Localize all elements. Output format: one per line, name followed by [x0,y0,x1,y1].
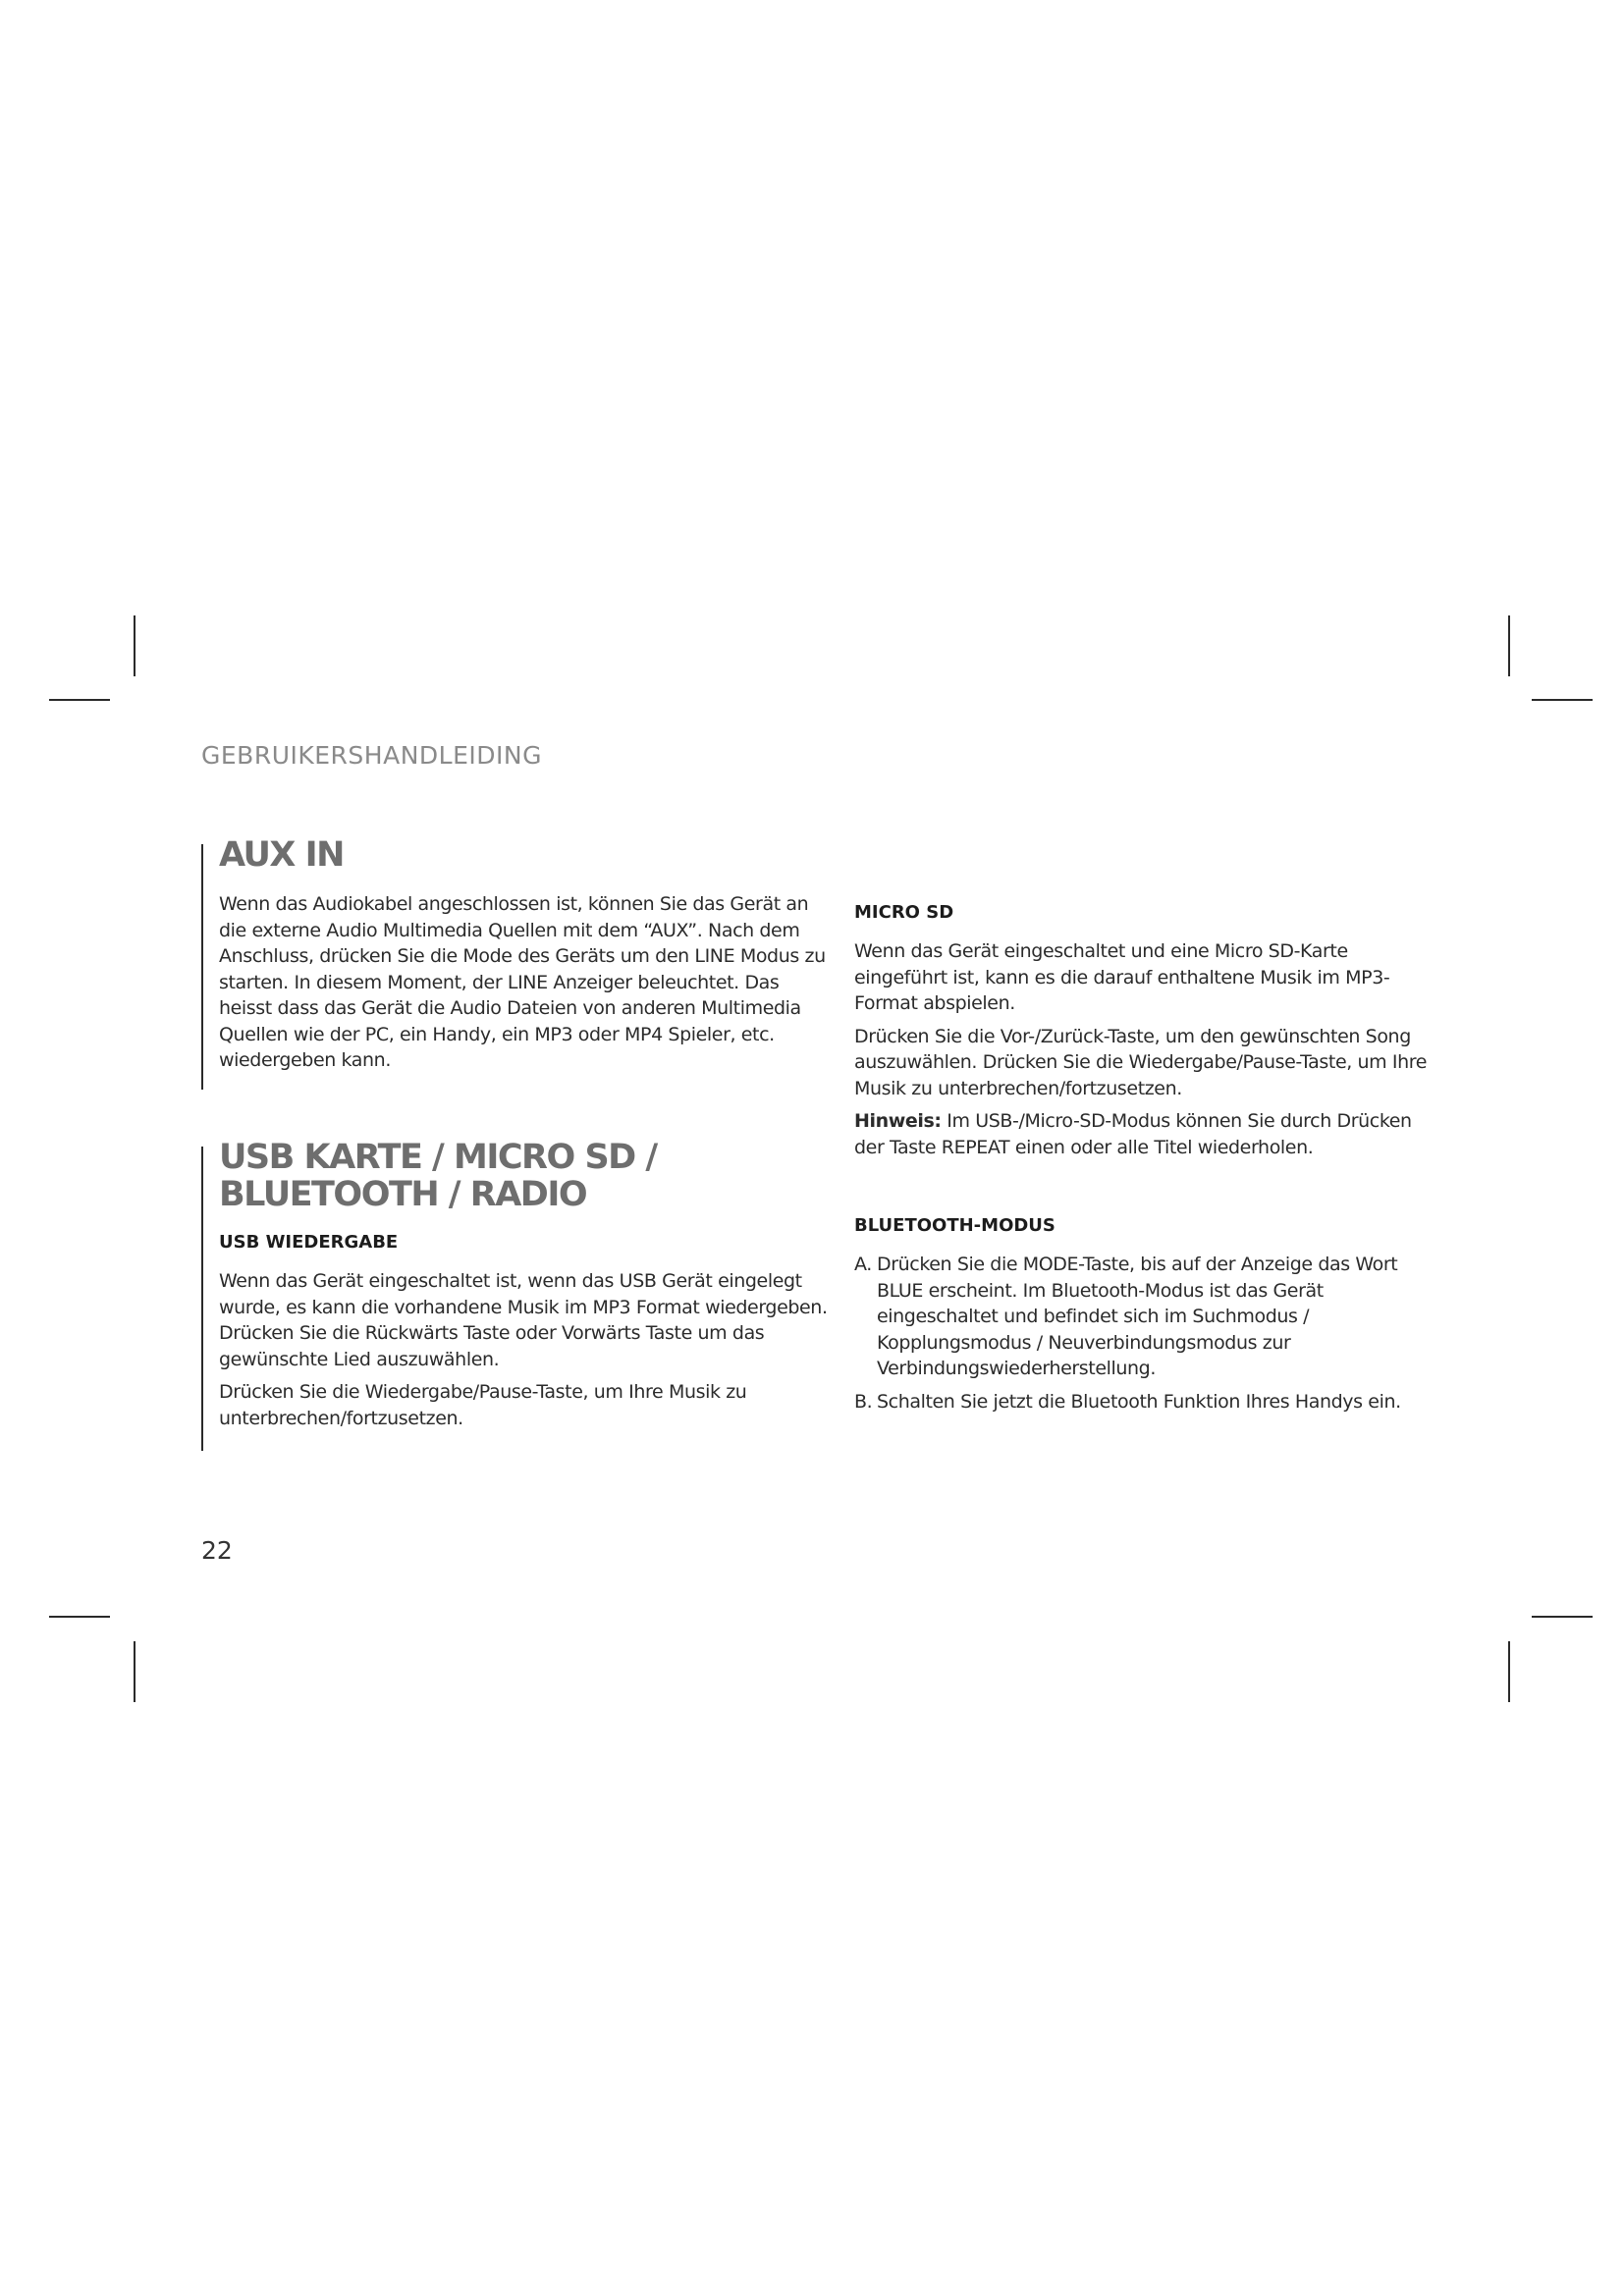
crop-mark-bottom-right-vertical [1508,1641,1510,1702]
running-head: GEBRUIKERSHANDLEIDING [201,741,542,770]
micro-sd-hint [854,1108,1443,1160]
micro-sd-subheading: MICRO SD [854,902,954,923]
aux-in-paragraph: Wenn das Audiokabel angeschlossen ist, können Sie das Gerät an die externe Audio Multimedia Quellen mit dem “AUX”. Nach dem Anschluss, drücken Sie die Mode des Geräts um den LINE Modus zu starten. In diesem Moment, der LINE Anzeiger beleuchtet. Das heisst dass das Gerät die Audio Dateien von anderen Multimedia Quellen wie der PC, ein Handy, ein MP3 oder MP4 Spieler, etc. wiedergeben kann. [219,893,826,1071]
page-number: 22 [201,1536,233,1565]
crop-mark-top-right-horizontal [1532,699,1593,701]
bluetooth-subheading: BLUETOOTH-MODUS [854,1215,1056,1236]
list-marker: B. [854,1390,873,1413]
usb-playback-subheading: USB WIEDERGABE [219,1232,399,1253]
list-item-text: Schalten Sie jetzt die Bluetooth Funktion Ihres Handys ein. [877,1390,1401,1413]
crop-mark-bottom-left-vertical [134,1641,135,1702]
crop-mark-bottom-left-horizontal [49,1616,110,1618]
usb-section [201,1139,828,1451]
list-item-text: Drücken Sie die MODE-Taste, bis auf der Anzeige das Wort BLUE erscheint. Im Bluetooth-Modus ist das Gerät eingeschaltet und befindet sich im Suchmodus / Kopplungsmodus / Neuverbindungsmodus zur Verbindungswiederherstellung. [877,1254,1398,1379]
micro-sd-paragraph-1: Wenn das Gerät eingeschaltet und eine Micro SD-Karte eingeführt ist, kann es die darauf enthaltene Musik im MP3-Format abspielen. [854,940,1390,1014]
hint-label: Hinweis: [854,1110,942,1132]
crop-mark-top-right-vertical [1508,615,1510,676]
usb-heading-line-1: USB KARTE / MICRO SD / [219,1138,657,1177]
usb-paragraph-2: Drücken Sie die Wiedergabe/Pause-Taste, um Ihre Musik zu unterbrechen/fortzusetzen. [219,1381,747,1429]
bluetooth-item-a [854,1252,1443,1382]
list-marker: A. [854,1254,872,1275]
usb-paragraph-1: Wenn das Gerät eingeschaltet ist, wenn das USB Gerät eingelegt wurde, es kann die vorhandene Musik im MP3 Format wiedergeben. Drücken Sie die Rückwärts Taste oder Vorwärts Taste um das gewünschte Lied auszuwählen. [219,1270,828,1370]
crop-mark-bottom-right-horizontal [1532,1616,1593,1618]
right-column [854,901,1443,1421]
micro-sd-paragraph-2: Drücken Sie die Vor-/Zurück-Taste, um den gewünschten Song auszuwählen. Drücken Sie die Wiedergabe/Pause-Taste, um Ihre Musik zu unterbrechen/fortzusetzen. [854,1025,1428,1099]
usb-heading-line-2: BLUETOOTH / RADIO [219,1175,587,1214]
aux-in-section [201,836,828,1090]
crop-mark-top-left-vertical [134,615,135,676]
usb-heading [219,1139,828,1213]
hint-text: Im USB-/Micro-SD-Modus können Sie durch Drücken der Taste REPEAT einen oder alle Titel wiederholen. [854,1110,1412,1158]
bluetooth-item-b [854,1389,1443,1415]
aux-in-heading: AUX IN [219,835,344,875]
crop-mark-top-left-horizontal [49,699,110,701]
